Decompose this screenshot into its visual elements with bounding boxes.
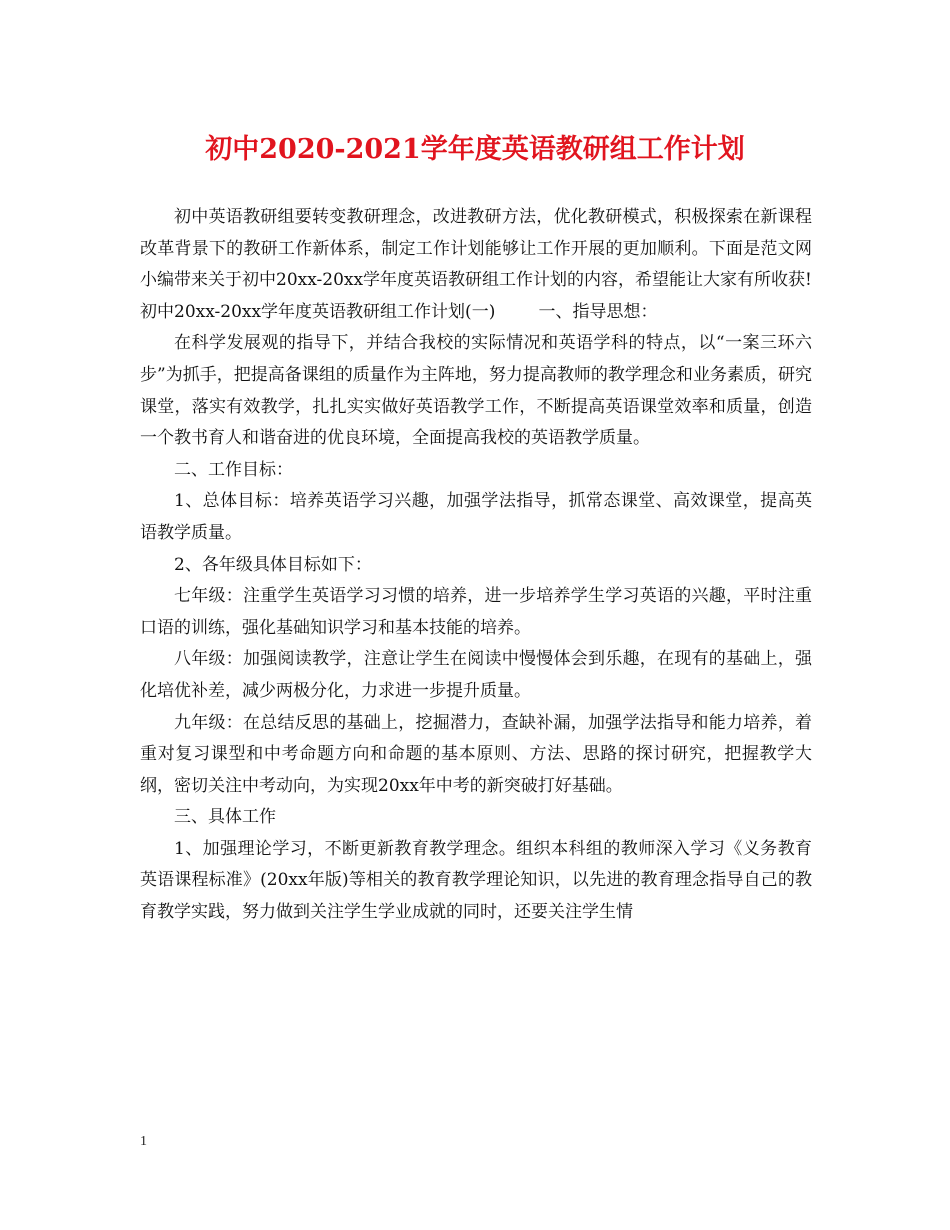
document-body: [140, 202, 812, 929]
body-paragraph: 初中英语教研组要转变教研理念，改进教研方法，优化教研模式，积极探索在新课程改革背景下的教研工作新体系，制定工作计划能够让工作开展的更加顺利。下面是范文网小编带来关于初中20xx-20xx学年度英语教研组工作计划的内容，希望能让大家有所收获!: [140, 207, 812, 291]
document-title: 初中2020-2021学年度英语教研组工作计划: [205, 134, 745, 165]
body-paragraph: 1、总体目标：培养英语学习兴趣，加强学法指导，抓常态课堂、高效课堂，提高英语教学质量。: [140, 491, 812, 543]
section-heading: 三、具体工作: [174, 807, 276, 828]
body-paragraph: 1、加强理论学习，不断更新教育教学理念。组织本科组的教师深入学习《义务教育英语课程标准》(20xx年版)等相关的教育教学理论知识，以先进的教育理念指导自己的教育教学实践，努力做到关注学生学业成就的同时，还要关注学生情: [140, 838, 812, 923]
body-paragraph: 七年级：注重学生英语学习习惯的培养，进一步培养学生学习英语的兴趣，平时注重口语的训练，强化基础知识学习和基本技能的培养。: [140, 586, 812, 638]
page-number: 1: [140, 1134, 147, 1149]
body-paragraph: 九年级：在总结反思的基础上，挖掘潜力，查缺补漏，加强学法指导和能力培养，着重对复习课型和中考命题方向和命题的基本原则、方法、思路的探讨研究，把握教学大纲，密切关注中考动向，为实现20xx年中考的新突破打好基础。: [140, 712, 812, 796]
body-paragraph: 在科学发展观的指导下，并结合我校的实际情况和英语学科的特点，以“一案三环六步”为抓手，把提高备课组的质量作为主阵地，努力提高教师的教学理念和业务素质，研究课堂，落实有效教学，扎扎实实做好英语教学工作，不断提高英语课堂效率和质量，创造一个教书育人和谐奋进的优良环境，全面提高我校的英语教学质量。: [140, 333, 812, 449]
body-paragraph: 2、各年级具体目标如下：: [174, 554, 372, 575]
body-paragraph: 初中20xx-20xx学年度英语教研组工作计划(一) 一、指导思想：: [140, 301, 658, 322]
body-paragraph: 八年级：加强阅读教学，注意让学生在阅读中慢慢体会到乐趣，在现有的基础上，强化培优补差，减少两极分化，力求进一步提升质量。: [140, 649, 812, 701]
section-heading: 二、工作目标：: [174, 459, 293, 480]
